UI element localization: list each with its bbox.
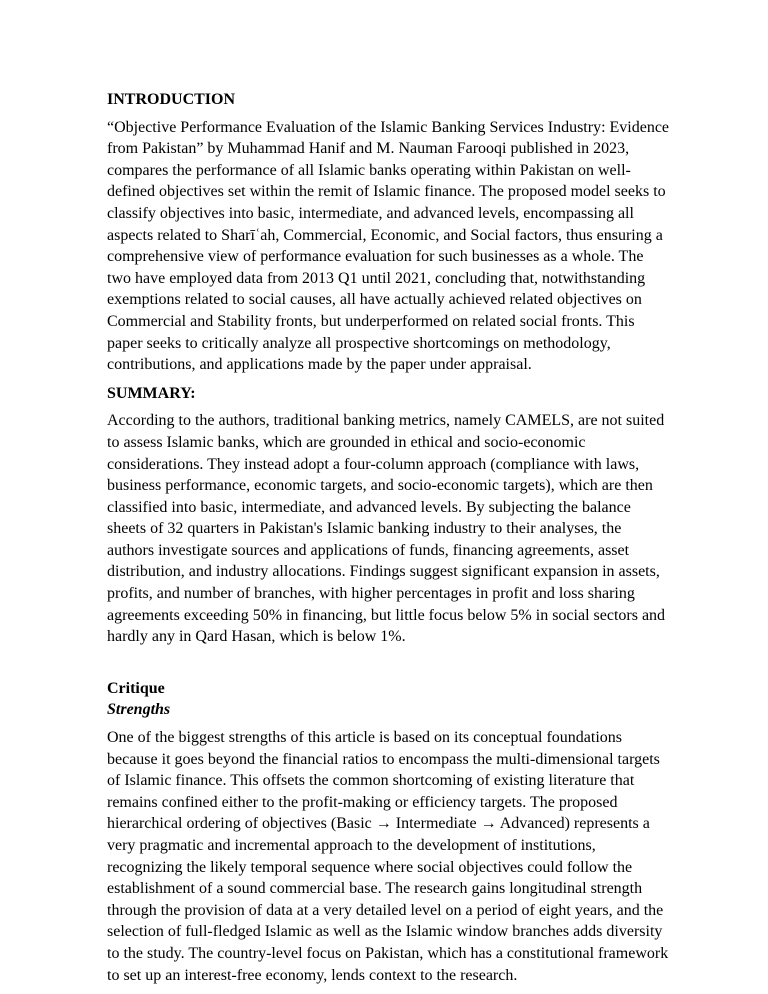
introduction-paragraph: “Objective Performance Evaluation of the Islamic Banking Services Industry: Evidence from Pakistan” by Muhammad Hanif and M. Nauman Farooqi published in 2023, compares the performance of all Islamic banks operating within Pakistan on well-defined objectives set within the remit of Islamic finance. The proposed model seeks to classify objectives into basic, intermediate, and advanced levels, encompassing all aspects related to Sharīʿah, Commercial, Economic, and Social factors, thus ensuring a comprehensive view of performance evaluation for such businesses as a whole. The two have employed data from 2013 Q1 until 2021, concluding that, notwithstanding exemptions related to social causes, all have actually achieved related objectives on Commercial and Stability fronts, but underperformed on related social fronts. This paper seeks to critically analyze all prospective shortcomings on methodology, contributions, and applications made by the paper under appraisal. [107,118,670,374]
critique-heading: Critique [107,679,165,697]
strengths-subheading: Strengths [107,701,171,719]
document-page [107,89,670,986]
introduction-heading: INTRODUCTION [107,91,236,108]
summary-paragraph: According to the authors, traditional banking metrics, namely CAMELS, are not suited to assess Islamic banks, which are grounded in ethical and socio-economic considerations. They instead adopt a four-column approach (compliance with laws, business performance, economic targets, and socio-economic targets), which are then classified into basic, intermediate, and advanced levels. By subjecting the balance sheets of 32 quarters in Pakistan's Islamic banking industry to their analyses, the authors investigate sources and applications of funds, financing agreements, asset distribution, and industry allocations. Findings suggest significant expansion in assets, profits, and number of branches, with higher percentages in profit and loss sharing agreements exceeding 50% in financing, but little focus below 5% in social sectors and hardly any in Qard Hasan, which is below 1%. [107,412,666,646]
summary-heading: SUMMARY: [107,384,196,402]
strengths-paragraph: One of the biggest strengths of this article is based on its conceptual foundations because it goes beyond the financial ratios to encompass the multi-dimensional targets of Islamic finance. This offsets the common shortcoming of existing literature that remains confined either to the profit-making or efficiency targets. The proposed hierarchical ordering of objectives (Basic → Intermediate → Advanced) represents a very pragmatic and incremental approach to the development of institutions, recognizing the likely temporal sequence where social objectives could follow the establishment of a sound commercial base. The research gains longitudinal strength through the provision of data at a very detailed level on a period of eight years, and the selection of full-fledged Islamic as well as the Islamic window branches adds diversity to the study. The country-level focus on Pakistan, which has a constitutional framework to set up an interest-free economy, lends context to the research. [107,729,669,984]
